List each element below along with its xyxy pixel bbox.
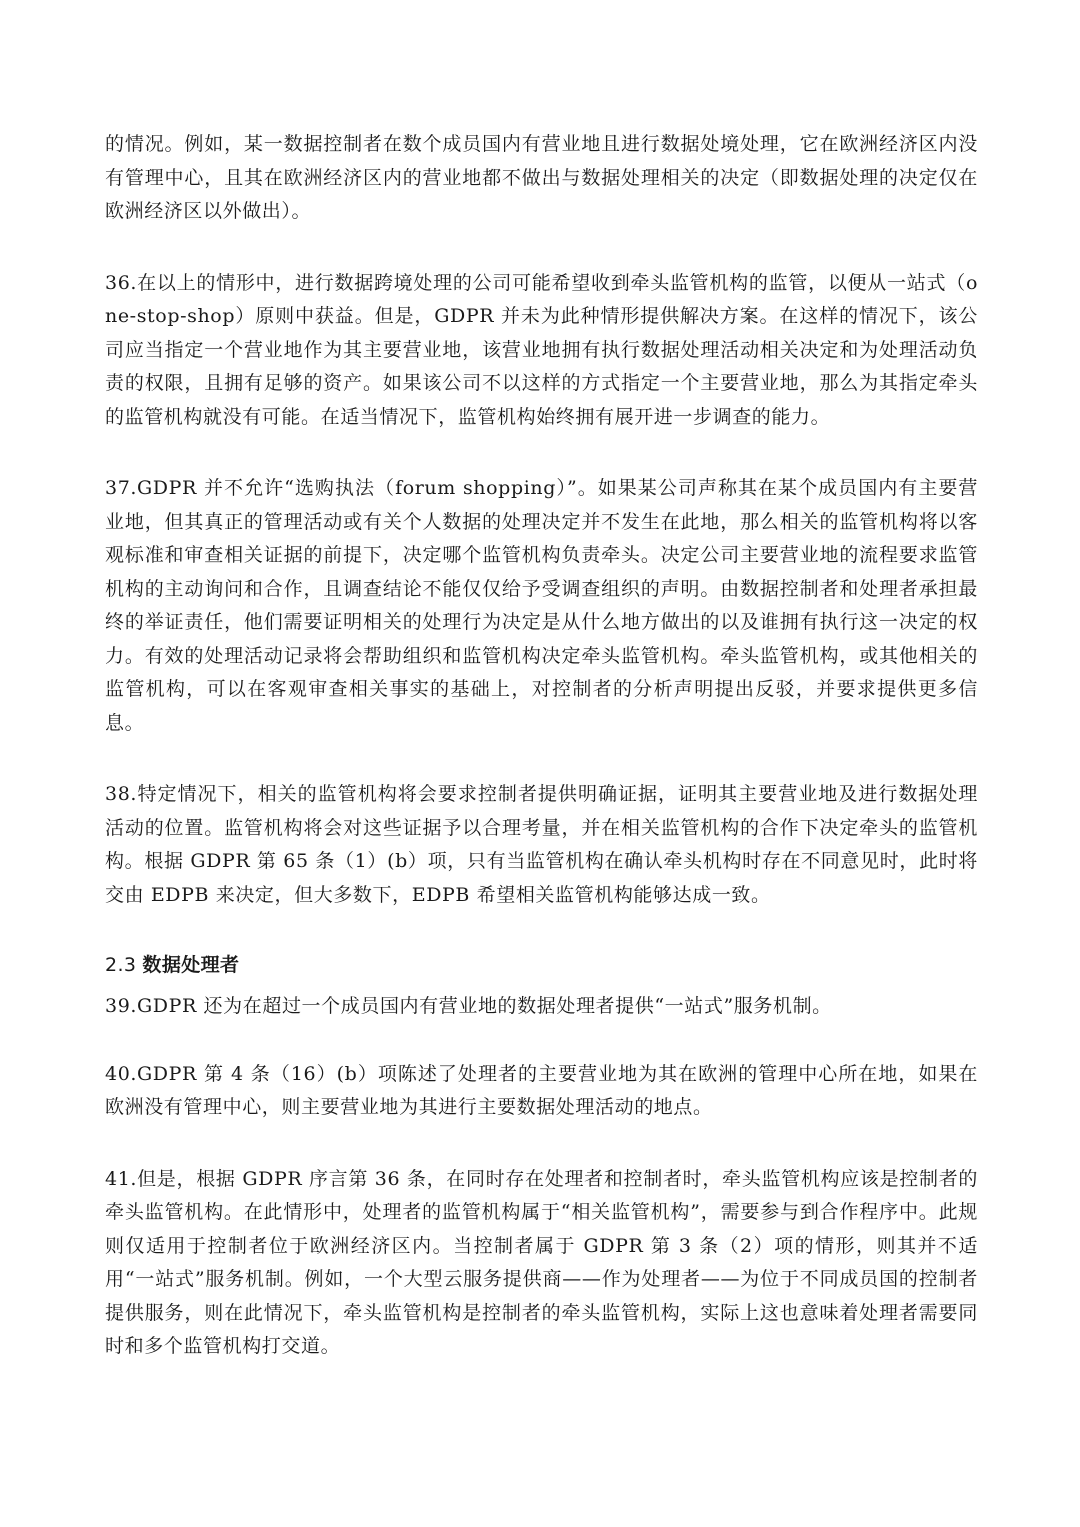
paragraph-37: 37.GDPR 并不允许“选购执法（forum shopping）”。如果某公司声称其在某个成员国内有主要营业地，但其真正的管理活动或有关个人数据的处理决定并不发生在此地，那么相关的监管机构将以客观标准和审查相关证据的前提下，决定哪个监管机构负责牵头。决定公司主要营业地的流程要求监管机构的主动询问和合作，且调查结论不能仅仅给予受调查组织的声明。由数据控制者和处理者承担最终的举证责任，他们需要证明相关的处理行为决定是从什么地方做出的以及谁拥有执行这一决定的权力。有效的处理活动记录将会帮助组织和监管机构决定牵头监管机构。牵头监管机构，或其他相关的监管机构，可以在客观审查相关事实的基础上，对控制者的分析声明提出反驳，并要求提供更多信息。 (105, 477, 978, 734)
paragraph-39: 39.GDPR 还为在超过一个成员国内有营业地的数据处理者提供“一站式”服务机制。 (105, 995, 832, 1017)
paragraph-36: 36.在以上的情形中，进行数据跨境处理的公司可能希望收到牵头监管机构的监管，以便从一站式（one-stop-shop）原则中获益。但是，GDPR 并未为此种情形提供解决方案。在这样的情况下，该公司应当指定一个营业地作为其主要营业地，该营业地拥有执行数据处理活动相关决定和为处理活动负责的权限，且拥有足够的资产。如果该公司不以这样的方式指定一个主要营业地，那么为其指定牵头的监管机构就没有可能。在适当情况下，监管机构始终拥有展开进一步调查的能力。 (105, 271, 978, 428)
document-page (105, 128, 978, 1402)
paragraph-38: 38.特定情况下，相关的监管机构将会要求控制者提供明确证据，证明其主要营业地及进行数据处理活动的位置。监管机构将会对这些证据予以合理考量，并在相关监管机构的合作下决定牵头的监管机构。根据 GDPR 第 65 条（1）(b）项，只有当监管机构在确认牵头机构时存在不同意见时，此时将交由 EDPB 来决定，但大多数下，EDPB 希望相关监管机构能够达成一致。 (105, 783, 978, 906)
section-number: 2.3 (105, 954, 137, 976)
section-heading (105, 950, 978, 980)
paragraph-continuation: 的情况。例如，某一数据控制者在数个成员国内有营业地且进行数据处境处理，它在欧洲经济区内没有管理中心，且其在欧洲经济区内的营业地都不做出与数据处理相关的决定（即数据处理的决定仅在欧洲经济区以外做出）。 (105, 133, 978, 222)
section-title: 数据处理者 (142, 954, 240, 976)
paragraph-41: 41.但是，根据 GDPR 序言第 36 条，在同时存在处理者和控制者时，牵头监管机构应该是控制者的牵头监管机构。在此情形中，处理者的监管机构属于“相关监管机构”，需要参与到合作程序中。此规则仅适用于控制者位于欧洲经济区内。当控制者属于 GDPR 第 3 条（2）项的情形，则其并不适用“一站式”服务机制。例如，一个大型云服务提供商——作为处理者——为位于不同成员国的控制者提供服务，则在此情况下，牵头监管机构是控制者的牵头监管机构，实际上这也意味着处理者需要同时和多个监管机构打交道。 (105, 1167, 978, 1357)
paragraph-40: 40.GDPR 第 4 条（16）(b）项陈述了处理者的主要营业地为其在欧洲的管理中心所在地，如果在欧洲没有管理中心，则主要营业地为其进行主要数据处理活动的地点。 (105, 1062, 978, 1118)
